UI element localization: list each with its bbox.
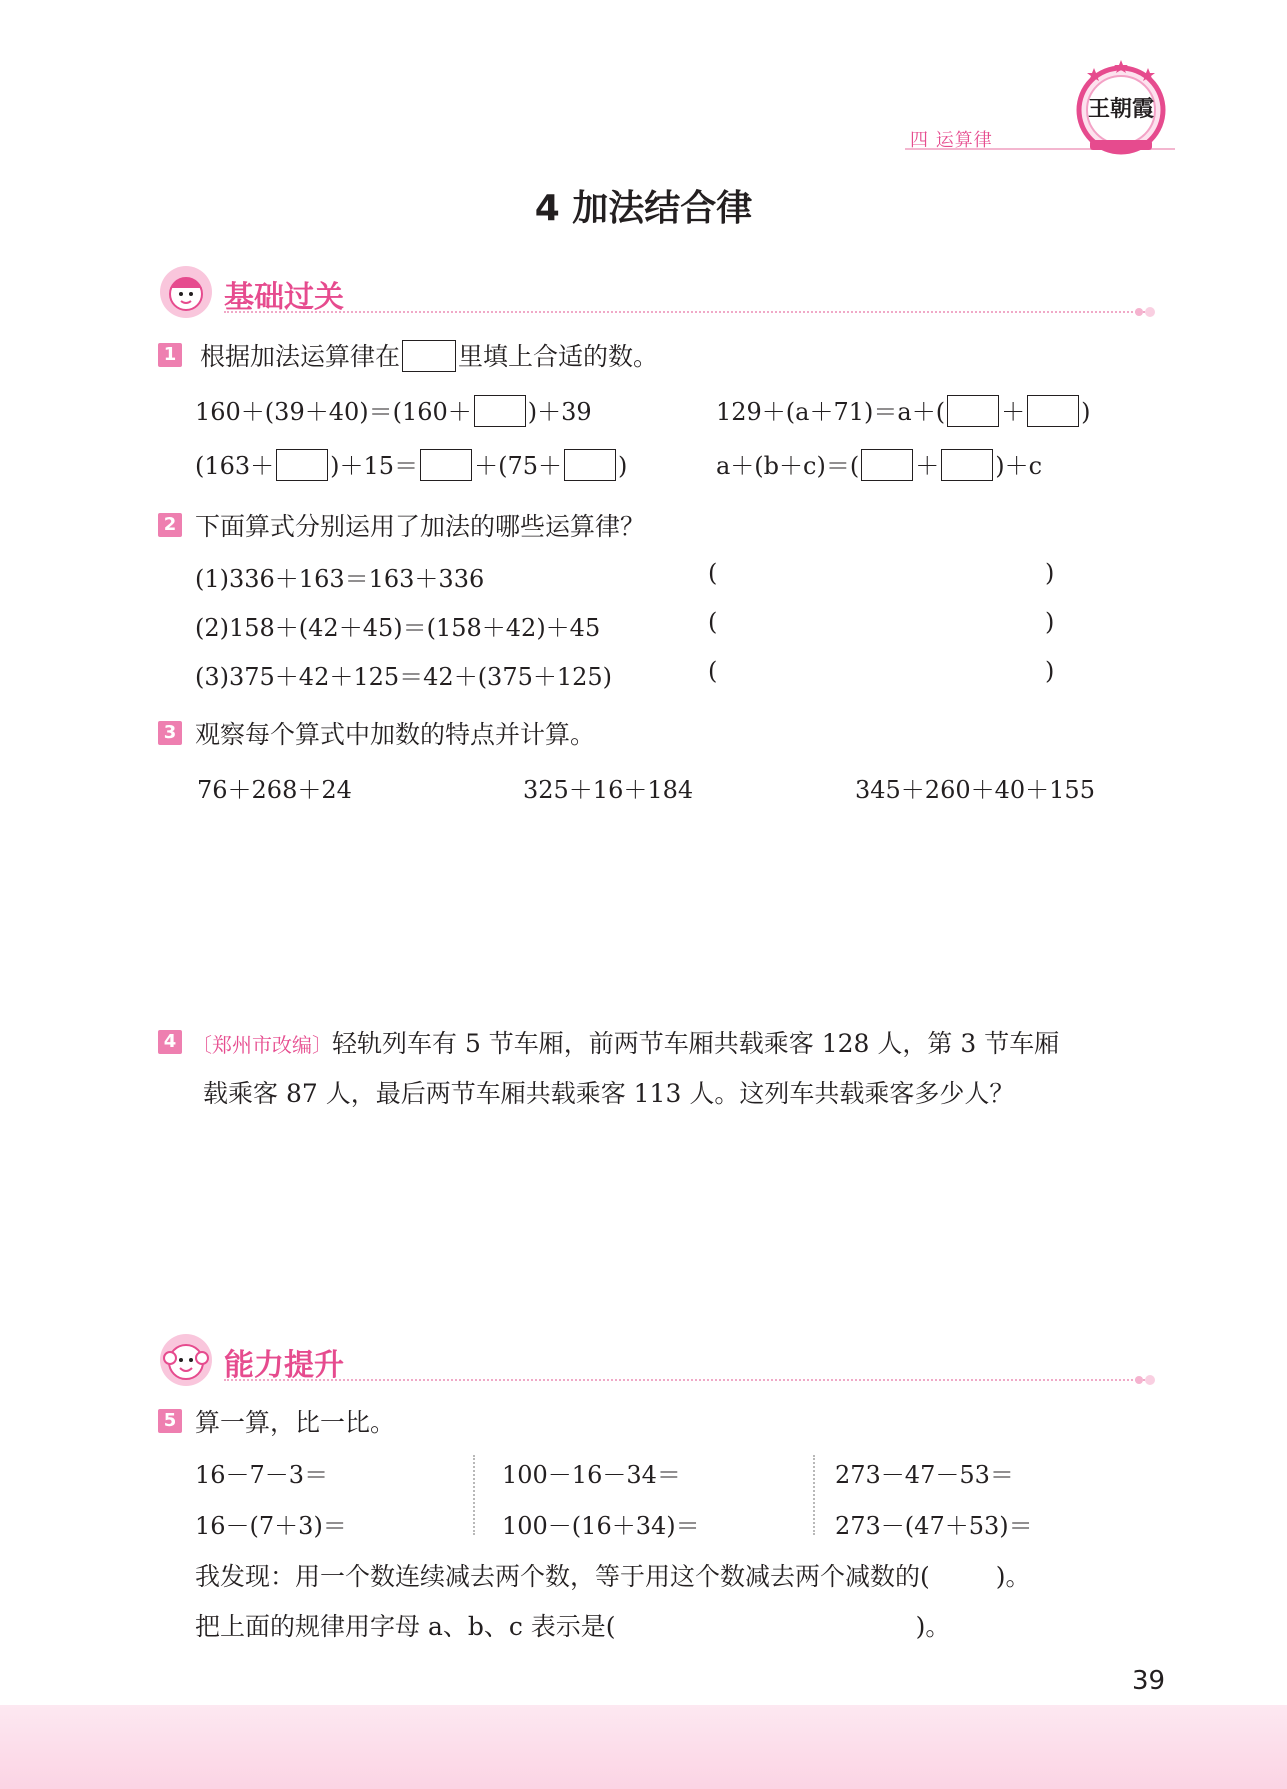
column-divider <box>813 1455 815 1535</box>
question-number-5: 5 <box>158 1409 182 1433</box>
question-1-prompt <box>200 337 658 375</box>
q3-expression-2: 325＋16＋184 <box>523 776 694 804</box>
answer-box[interactable] <box>420 449 472 481</box>
equation-text: (163＋ <box>195 452 275 480</box>
question-3-prompt: 观察每个算式中加数的特点并计算。 <box>195 720 596 749</box>
footer-band <box>0 1705 1287 1789</box>
q1-equation-4 <box>716 446 1042 484</box>
answer-box[interactable] <box>861 449 913 481</box>
q5-expression: 100－16－34＝ <box>502 1461 681 1489</box>
equation-text: )＋c <box>995 452 1043 480</box>
q1-equation-1 <box>195 392 592 430</box>
problem-text: 轻轨列车有 5 节车厢，前两节车厢共载乘客 128 人，第 3 节车厢 <box>332 1029 1060 1058</box>
section-title: 基础过关 <box>224 280 344 315</box>
answer-box[interactable] <box>1027 395 1079 427</box>
section-header-advanced <box>158 1332 1158 1388</box>
answer-box[interactable] <box>276 449 328 481</box>
q1-equation-3 <box>195 446 627 484</box>
column-divider <box>473 1455 475 1535</box>
equation-text: ＋ <box>1001 398 1026 426</box>
page-title: 4 加法结合律 <box>534 188 753 229</box>
discovery-text: 我发现：用一个数连续减去两个数，等于用这个数减去两个减数的( <box>195 1562 930 1591</box>
section-header-basic <box>158 264 1158 320</box>
answer-paren-close: ) <box>1045 559 1055 587</box>
answer-paren-close: ) <box>1045 608 1055 636</box>
girl-mascot-icon <box>158 264 214 320</box>
q3-expression-3: 345＋260＋40＋155 <box>855 776 1095 804</box>
question-5-prompt: 算一算，比一比。 <box>195 1408 396 1437</box>
page-number: 39 <box>1132 1666 1166 1696</box>
q1-equation-2 <box>716 392 1090 430</box>
q2-item-1: (1)336＋163＝163＋336 <box>195 565 485 593</box>
equation-text: ＋(75＋ <box>474 452 562 480</box>
section-divider <box>224 1379 1148 1381</box>
rule-text: )。 <box>915 1612 951 1641</box>
question-4-line-1 <box>192 1024 1059 1060</box>
q5-expression: 273－(47＋53)＝ <box>835 1512 1033 1540</box>
chapter-label: 四 运算律 <box>910 130 993 151</box>
answer-paren-open: ( <box>708 657 718 685</box>
equation-text: )＋39 <box>527 398 592 426</box>
q5-discovery <box>195 1557 1031 1593</box>
rule-text: 把上面的规律用字母 a、b、c 表示是( <box>195 1612 616 1641</box>
answer-paren-open: ( <box>708 559 718 587</box>
q2-item-2: (2)158＋(42＋45)＝(158＋42)＋45 <box>195 614 601 642</box>
question-2-prompt: 下面算式分别运用了加法的哪些运算律？ <box>195 512 646 541</box>
equation-text: 160＋(39＋40)＝(160＋ <box>195 398 472 426</box>
source-tag: 〔郑州市改编〕 <box>192 1033 332 1057</box>
section-title: 能力提升 <box>224 1348 344 1383</box>
svg-text:王朝霞: 王朝霞 <box>1087 96 1155 122</box>
equation-text: ) <box>1081 398 1091 426</box>
answer-paren-open: ( <box>708 608 718 636</box>
q5-expression: 16－(7＋3)＝ <box>195 1512 347 1540</box>
equation-text: ＋ <box>915 452 940 480</box>
q5-letter-rule <box>195 1607 950 1643</box>
discovery-text: )。 <box>995 1562 1031 1591</box>
q5-expression: 273－47－53＝ <box>835 1461 1014 1489</box>
q5-expression: 16－7－3＝ <box>195 1461 329 1489</box>
answer-box[interactable] <box>947 395 999 427</box>
brand-seal-logo <box>1072 58 1170 156</box>
question-4-line-2: 载乘客 87 人，最后两节车厢共载乘客 113 人。这列车共载乘客多少人？ <box>203 1079 1015 1108</box>
question-number-1: 1 <box>158 343 182 367</box>
equation-text: 129＋(a＋71)＝a＋( <box>716 398 946 426</box>
answer-paren-close: ) <box>1045 657 1055 685</box>
prompt-text: 里填上合适的数。 <box>458 342 659 371</box>
decorative-dots-icon <box>1134 1372 1158 1388</box>
answer-box[interactable] <box>941 449 993 481</box>
q3-expression-1: 76＋268＋24 <box>197 776 352 804</box>
answer-box[interactable] <box>564 449 616 481</box>
question-number-3: 3 <box>158 721 182 745</box>
sample-answer-box <box>402 340 456 372</box>
q2-item-3: (3)375＋42＋125＝42＋(375＋125) <box>195 663 613 691</box>
monkey-mascot-icon <box>158 1332 214 1388</box>
equation-text: )＋15＝ <box>330 452 419 480</box>
prompt-text: 根据加法运算律在 <box>200 342 401 371</box>
question-number-4: 4 <box>158 1030 182 1054</box>
question-number-2: 2 <box>158 513 182 537</box>
equation-text: ) <box>617 452 628 480</box>
q5-expression: 100－(16＋34)＝ <box>502 1512 700 1540</box>
section-divider <box>224 311 1148 313</box>
decorative-dots-icon <box>1134 304 1158 320</box>
equation-text: a＋(b＋c)＝( <box>716 452 860 480</box>
answer-box[interactable] <box>474 395 526 427</box>
